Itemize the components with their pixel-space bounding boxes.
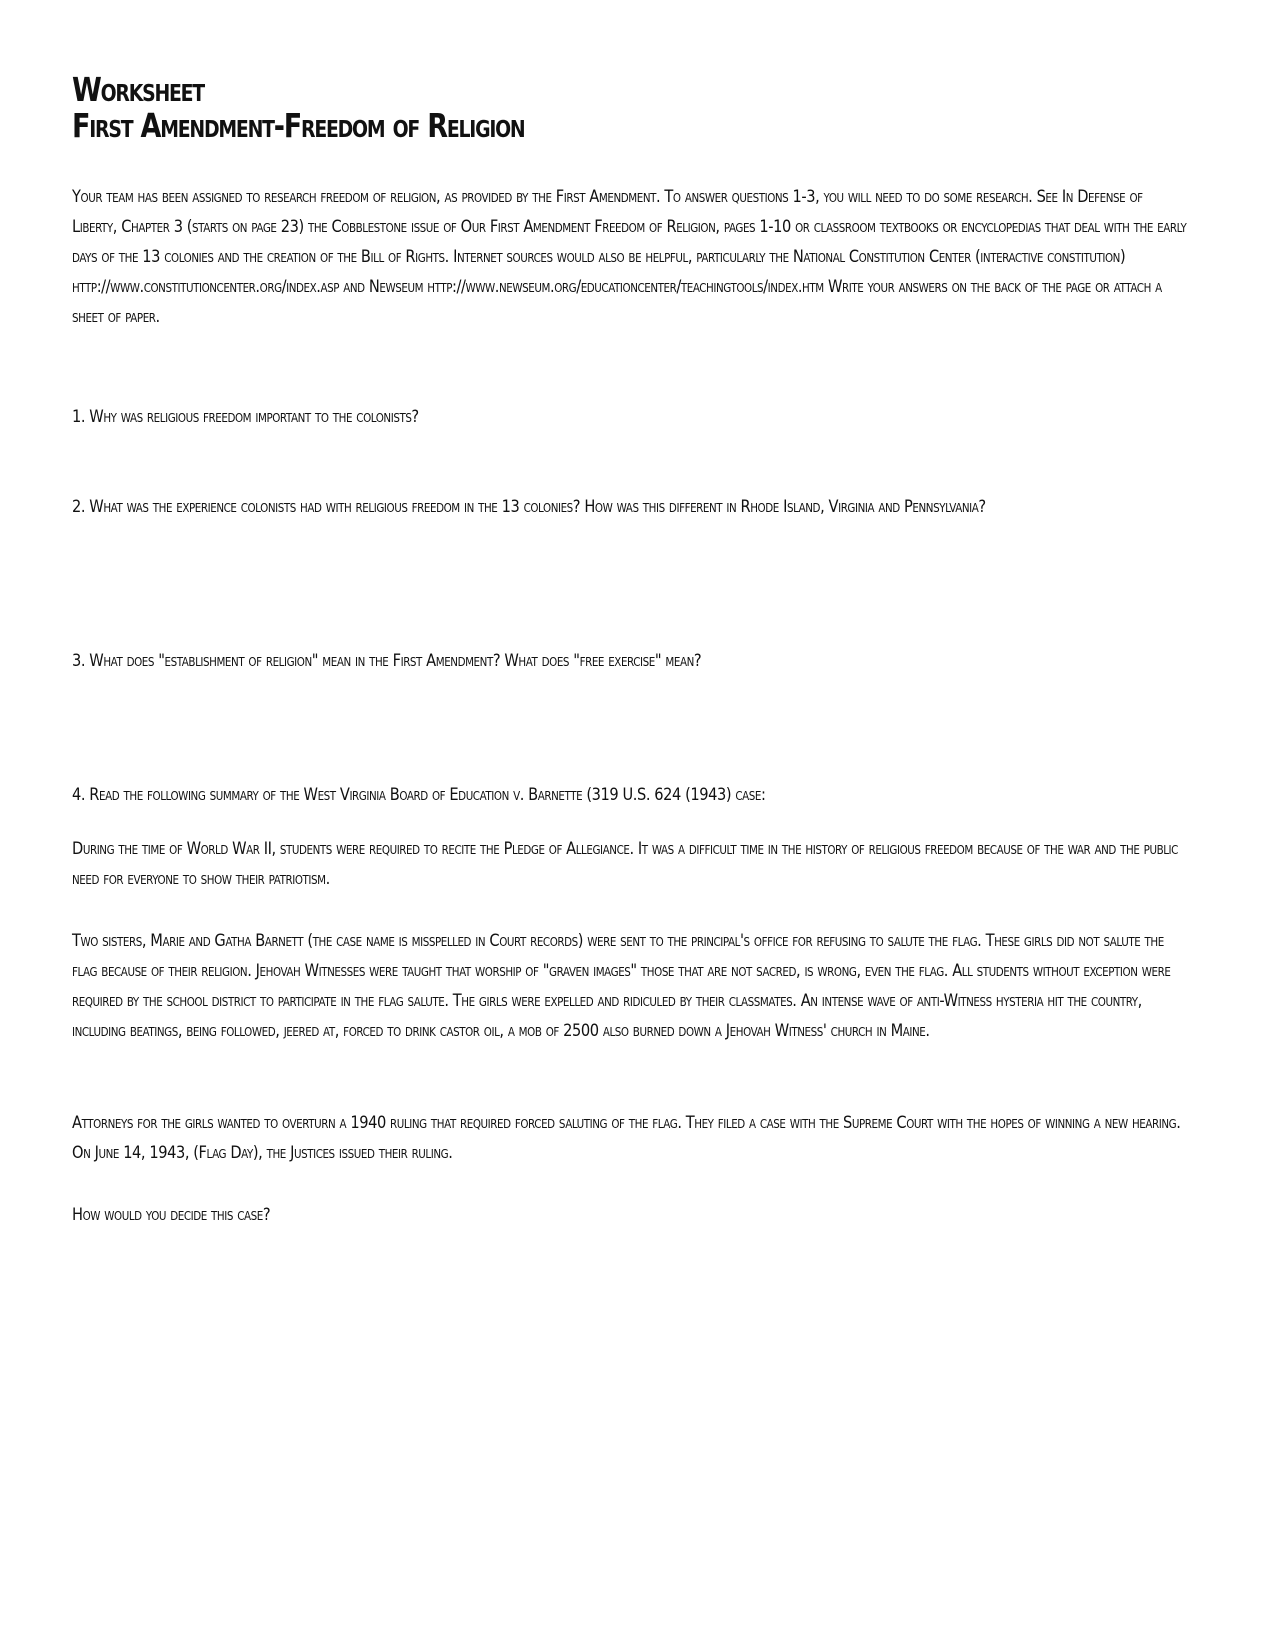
worksheet-subtitle: First Amendment-Freedom of Religion: [72, 106, 525, 145]
intro-paragraph: Your team has been assigned to research freedom of religion, as provided by the First Amendment. To answer questions 1-3, you will need to do some research. See In Defense of Liberty, Chapter 3 (starts on page 23) the Cobblestone issue of Our First Amendment Freedom of Religion, pages 1-10 or classroom textbooks or encyclopedias that deal with the early days of the 13 colonies and the creation of the Bill of Rights. Internet sources would also be helpful, particularly the National Constitution Center (interactive constitution) http://www.constitutioncenter.org/index.asp and Newseum http://www.newseum.org/educationcenter/teachingtools/index.htm Write your answers on the back of the page or attach a sheet of paper.: [72, 187, 1187, 327]
question-1: 1. Why was religious freedom important to the colonists?: [72, 407, 419, 427]
worksheet-page: [72, 70, 1192, 1225]
question-2: 2. What was the experience colonists had with religious freedom in the 13 colonies? How was this different in Rhode Island, Virginia and Pennsylvania?: [72, 497, 986, 517]
question-4: 4. Read the following summary of the West Virginia Board of Education v. Barnette (319 U.S. 624 (1943) case:: [72, 785, 766, 805]
case-paragraph-2: Two sisters, Marie and Gatha Barnett (the case name is misspelled in Court records) were sent to the principal's office for refusing to salute the flag. These girls did not salute the flag because of their religion. Jehovah Witnesses were taught that worship of "graven images" those that are not sacred, is wrong, even the flag. All students without exception were required by the school district to participate in the flag salute. The girls were expelled and ridiculed by their classmates. An intense wave of anti-Witness hysteria hit the country, including beatings, being followed, jeered at, forced to drink castor oil, a mob of 2500 also burned down a Jehovah Witness' church in Maine.: [72, 931, 1171, 1041]
question-3: 3. What does "establishment of religion" mean in the First Amendment? What does "free exercise" mean?: [72, 651, 702, 671]
case-paragraph-3: Attorneys for the girls wanted to overturn a 1940 ruling that required forced saluting of the flag. They filed a case with the Supreme Court with the hopes of winning a new hearing. On June 14, 1943, (Flag Day), the Justices issued their ruling.: [72, 1113, 1181, 1163]
worksheet-title: Worksheet: [72, 70, 204, 109]
case-paragraph-1: During the time of World War II, students were required to recite the Pledge of Allegiance. It was a difficult time in the history of religious freedom because of the war and the public need for everyone to show their patriotism.: [72, 839, 1178, 889]
closing-question: How would you decide this case?: [72, 1205, 271, 1225]
